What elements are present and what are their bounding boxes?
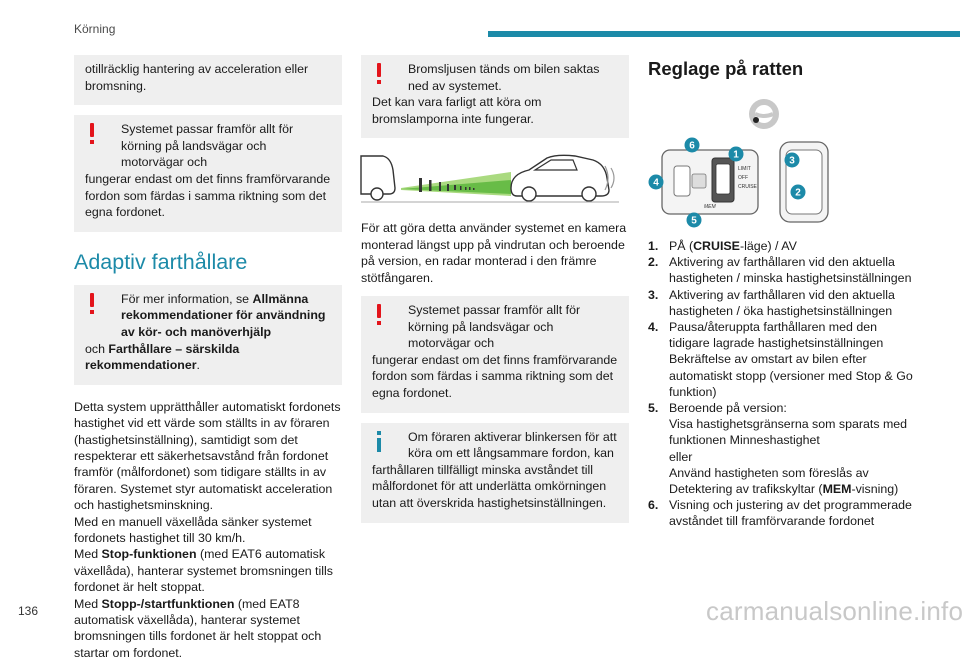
car-radar-illustration xyxy=(361,148,619,206)
label-off: OFF xyxy=(738,175,748,181)
control-item-2 xyxy=(648,254,920,286)
warning-box-roads xyxy=(361,296,629,413)
para-line-1: Detta system upprätthåller automatiskt fordonets hastighet vid ett värde som ställts in av föraren (hastighetsinställning), samtidigt som det respekterar ett säkerhetsavstånd från fordonet framför (målfordonet) som tidigare ställts in av föraren. Systemet styr automatiskt acceleration och hastighetsminskning. xyxy=(74,399,341,513)
own-car-wheel xyxy=(371,188,383,200)
line-text-post: -visning) xyxy=(851,482,899,497)
control-item-4 xyxy=(648,319,920,400)
control-item-line xyxy=(669,238,920,254)
section-title: Adaptiv farthållare xyxy=(74,249,248,274)
svg-text:3: 3 xyxy=(789,155,795,167)
warning-icon xyxy=(372,303,386,327)
callout-5 xyxy=(687,213,702,228)
brake-text-rest: Det kan vara farligt att köra om bromslamporna inte fungerar. xyxy=(372,95,542,126)
control-item-number: 2. xyxy=(648,255,659,270)
control-item-number: 5. xyxy=(648,401,659,416)
para-line-3-pre: Med xyxy=(74,547,102,562)
reference-link-cruise: Farthållare – särskilda rekommendationer xyxy=(85,341,240,373)
callout-1 xyxy=(729,147,744,162)
line-text: Visa hastighetsgränserna som sparats med funktionen Minneshastighet xyxy=(669,417,908,448)
warning-box-brake-lights xyxy=(361,55,629,138)
warning-box-reference xyxy=(74,285,342,385)
control-item-line xyxy=(669,319,920,351)
control-item-number: 6. xyxy=(648,498,659,513)
control-item-line xyxy=(669,287,920,319)
reference-link-general: Allmänna rekommendationer för användning av kör- och manöverhjälp xyxy=(121,291,326,339)
para-line-4-post: (med EAT8 automatisk växellåda), hanterar systemet bromsningen tills fordonet är helt stoppat och startar om fordonet. xyxy=(74,596,322,660)
controls-list xyxy=(648,238,920,530)
info-text-rest: farthållaren tillfälligt minska avståndet till målfordonet för att underlätta omkörningen utan att överskrida hastighetsinställningen. xyxy=(372,462,607,510)
svg-text:2: 2 xyxy=(795,187,801,199)
reference-mid: och xyxy=(85,341,109,356)
para-line-2: Med en manuell växellåda sänker systemet fordonets hastighet till 30 km/h. xyxy=(74,514,312,545)
reference-post: . xyxy=(196,358,200,373)
line-text: Beroende på version: xyxy=(669,401,787,416)
info-icon xyxy=(372,430,386,454)
reference-text-rest xyxy=(85,341,331,374)
watermark: carmanualsonline.info xyxy=(706,596,963,626)
label-cruise: CRUISE xyxy=(738,184,757,190)
cruise-control-diagram xyxy=(648,136,838,228)
column-right xyxy=(648,55,920,530)
continuation-text: otillräcklig hantering av acceleration eller bromsning. xyxy=(85,62,309,93)
line-text: Aktivering av farthållaren vid den aktuella hastigheten / minska hastighetsinställningen xyxy=(669,255,912,286)
target-car-wheel-rear xyxy=(582,187,596,201)
body-paragraph xyxy=(74,399,342,661)
column-left xyxy=(74,55,342,661)
label-limit: LIMIT xyxy=(738,166,751,172)
warning-text-rest: fungerar endast om det finns framförvarande fordon som färdas i samma riktning som det egna fordonet. xyxy=(85,171,331,220)
callout-3 xyxy=(785,153,800,168)
warning-icon xyxy=(85,122,99,146)
svg-text:1: 1 xyxy=(733,149,739,161)
line-text: Pausa/återuppta farthållaren med den tidigare lagrade hastighetsinställningen xyxy=(669,320,884,351)
control-item-line xyxy=(669,254,920,286)
control-item-number: 1. xyxy=(648,239,659,253)
control-item-line xyxy=(669,351,920,400)
para-line-3-post: (med EAT6 automatisk växellåda), hanterar systemet bromsningen tills fordonet är helt stoppat. xyxy=(74,547,333,595)
control-item-6 xyxy=(648,497,920,529)
warning-box-roads xyxy=(74,115,342,232)
control-item-5 xyxy=(648,400,920,497)
line-text: Använd hastigheten som föreslås av Detektering av trafikskyltar ( xyxy=(669,465,869,497)
control-item-3 xyxy=(648,287,920,319)
control-item-line xyxy=(669,497,920,529)
para-line-3-bold: Stop-funktionen xyxy=(101,547,197,562)
warning-icon xyxy=(372,62,386,86)
warning-text-first: Systemet passar framför allt för körning på landsvägar och motorvägar och xyxy=(121,122,294,170)
line-bold: CRUISE xyxy=(693,239,740,253)
para-line-4-pre: Med xyxy=(74,596,102,611)
control-item-line xyxy=(669,416,920,448)
svg-text:5: 5 xyxy=(691,215,697,227)
section-heading-wheel-controls: Reglage på ratten xyxy=(648,58,804,79)
control-item-number: 3. xyxy=(648,287,659,302)
column-middle xyxy=(361,55,629,533)
header-accent-bar xyxy=(488,31,960,37)
para-line-3 xyxy=(74,546,342,595)
control-item-1 xyxy=(648,238,920,254)
line-text: PÅ ( xyxy=(669,239,694,253)
callout-2 xyxy=(791,185,806,200)
control-item-line xyxy=(669,465,920,497)
warning-text-first: Systemet passar framför allt för körning på landsvägar och motorvägar och xyxy=(408,303,581,351)
continuation-box xyxy=(74,55,342,105)
target-car-wheel-front xyxy=(522,187,536,201)
control-item-line xyxy=(669,400,920,416)
warning-icon xyxy=(85,292,99,316)
label-mem: MEM xyxy=(704,204,716,210)
control-item-line xyxy=(669,449,920,465)
brake-text-first: Bromsljusen tänds om bilen saktas ned av systemet. xyxy=(408,62,600,93)
svg-text:4: 4 xyxy=(653,177,659,189)
line-text-post: -läge) / AV xyxy=(739,239,797,253)
page-number: 136 xyxy=(18,604,39,618)
steering-wheel-icon xyxy=(734,96,794,132)
info-text-first: Om föraren aktiverar blinkersen för att köra om ett långsammare fordon, kan xyxy=(408,429,617,461)
para-line-4-bold: Stopp-/startfunktionen xyxy=(101,596,235,611)
line-text: Visning och justering av det programmerade avståndet till framförvarande fordonet xyxy=(669,498,912,529)
reference-pre: För mer information, se xyxy=(121,291,253,306)
reference-text xyxy=(85,291,331,341)
running-header: Körning xyxy=(74,22,116,36)
svg-text:6: 6 xyxy=(689,140,695,152)
line-text: Aktivering av farthållaren vid den aktuella hastigheten / öka hastighetsinställningen xyxy=(669,287,895,318)
callout-6 xyxy=(685,138,700,153)
line-text: eller xyxy=(669,449,693,464)
sensor-paragraph: För att göra detta använder systemet en kamera monterad längst upp på vindrutan och beroende på version, en radar monterad i den främre stötfångaren. xyxy=(361,221,627,285)
callout-4 xyxy=(649,175,664,190)
para-line-4 xyxy=(74,596,342,661)
control-item-number: 4. xyxy=(648,320,659,335)
info-box-overtaking xyxy=(361,423,629,523)
line-text: Bekräftelse av omstart av bilen efter automatiskt stopp (versioner med Stop & Go funktion) xyxy=(669,352,913,399)
line-bold: MEM xyxy=(822,482,852,497)
warning-text-rest: fungerar endast om det finns framförvarande fordon som färdas i samma riktning som det egna fordonet. xyxy=(372,352,618,400)
